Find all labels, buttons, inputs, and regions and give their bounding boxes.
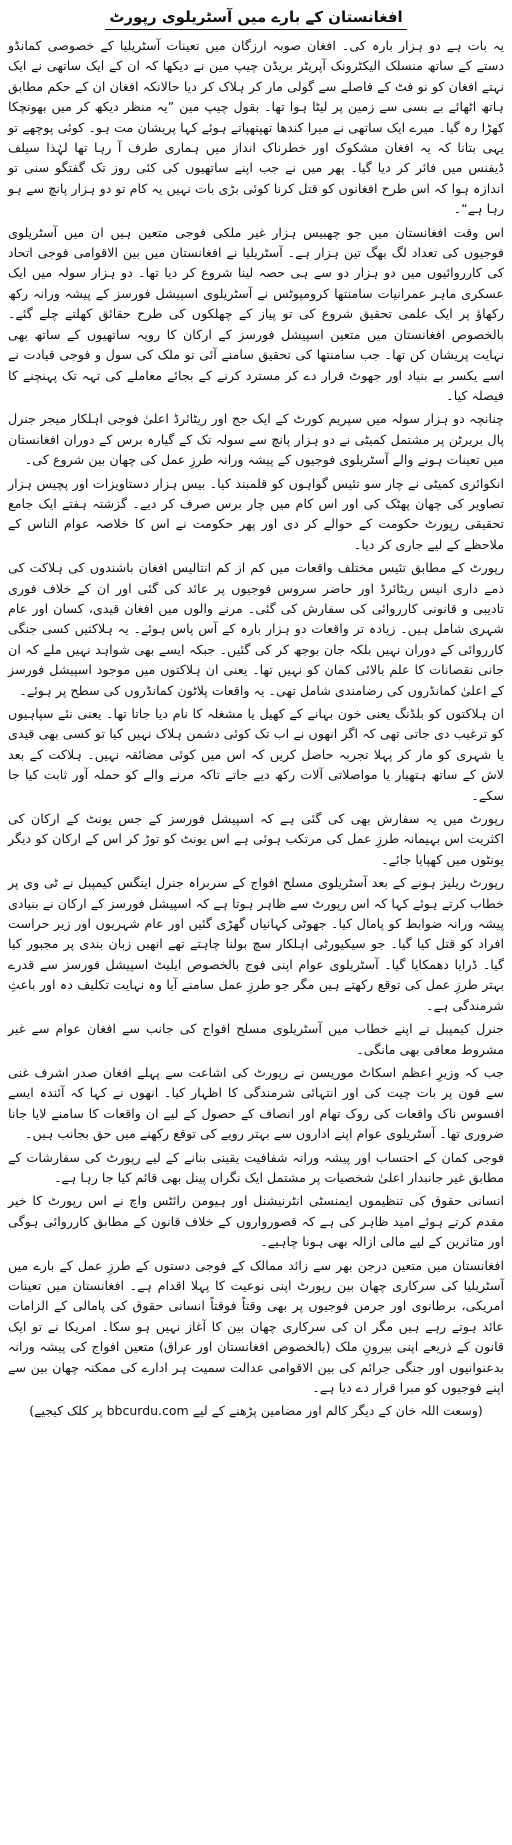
paragraph: انسانی حقوق کی تنظیموں ایمنسٹی انٹرنیشنل اور ہیومن رائٹس واچ نے اس رپورٹ کا خیر مقدم کرتے ہوئے امید ظاہر کی ہے کہ قصورواروں کے خلاف قانون کے مطابق کارروائی ہوگی اور متاثرین کے لیے مالی ازالہ بھی ہونا چاہیے۔ (8, 1193, 504, 1250)
footer-link[interactable]: bbcurdu.com (106, 1403, 189, 1419)
paragraph: فوجی کمان کے احتساب اور پیشہ ورانہ شفافیت یقینی بنانے کے لیے رپورٹ کی سفارشات کے مطابق غیر جانبدار اعلیٰ شخصیات پر مشتمل ایک نگراں پینل بھی قائم کیا جا رہا ہے۔ (8, 1149, 504, 1185)
paragraph: رپورٹ میں یہ سفارش بھی کی گئی ہے کہ اسپیشل فورسز کے جس یونٹ کے ارکان کی اکثریت اس بہیمانہ طرزِ عمل کی مرتکب ہوئی ہے اس یونٹ کو توڑ کر اس کے ارکان کو دیگر یونٹوں میں کھپایا جائے۔ (8, 811, 504, 867)
footer-suffix: پر کلک کیجیے) (29, 1403, 103, 1419)
paragraph: جب کہ وزیرِ اعظم اسکاٹ موریسن نے رپورٹ کی اشاعت سے پہلے افغان صدر اشرف غنی سے فون پر بات چیت کی اور انتہائی شرمندگی کا اظہار کیا۔ انھوں نے کہا کہ آئندہ ایسے افسوس ناک واقعات کی روک تھام اور انصاف کے حصول کے لیے ان واقعات کا سامنے لایا جانا ضروری تھا۔ آسٹریلوی عوام اپنے اداروں سے بہتر رویے کی توقع رکھنے میں حق بجانب ہیں۔ (8, 1064, 504, 1142)
title-wrap (8, 6, 504, 30)
article-title: افغانستان کے بارے میں آسٹریلوی رپورٹ (105, 6, 406, 30)
paragraph: انکوائری کمیٹی نے چار سو تئیس گواہوں کو قلمبند کیا۔ بیس ہزار دستاویزات اور پچیس ہزار تصاویر کی چھان پھٹک کی اور اس کام میں چار برس صرف کر دیے۔ گزشتہ ہفتے ایک جامع تحقیقی رپورٹ حکومت کے حوالے کر دی اور پھر حکومت نے اس کا خلاصہ عوام الناس کے ملاحظے کے لیے جاری کر دیا۔ (8, 475, 504, 552)
paragraph: ان ہلاکتوں کو بلڈنگ یعنی خون بہانے کے کھیل یا مشغلہ کا نام دیا جاتا تھا۔ یعنی نئے سپاہیوں کو ترغیب دی جاتی تھی کہ اگر انھوں نے اب تک کوئی دشمن ہلاک نہیں کیا تو کسی بھی قیدی یا شہری کو مار کر پہلا تجربہ حاصل کریں کہ اس میں کوئی مضائقہ نہیں۔ ہلاکت کے بعد لاش کے ساتھ ہتھیار یا مواصلاتی آلات رکھ دیے جاتے تاکہ مرنے والے کو حملہ آور ثابت کیا جا سکے۔ (8, 706, 504, 803)
paragraph: رپورٹ کے مطابق تئیس مختلف واقعات میں کم از کم انتالیس افغان باشندوں کی ہلاکت کی ذمے داری انیس ریٹائرڈ اور حاضر سروس فوجیوں پر عائد کی گئی اور ان کے خلاف فوری تادیبی و قانونی کارروائی کی سفارش کی گئی۔ مرنے والوں میں افغان قیدی، کسان اور عام شہری شامل ہیں۔ زیادہ تر واقعات دو ہزار بارہ کے آس پاس ہوئے۔ یہ ہلاکتیں کسی جنگی کارروائی کے دوران نہیں بلکہ جان بوجھ کر کی گئیں۔ جبکہ ایسے بھی شواہد نہیں ملے کہ ان جانی نقصانات کا علم بالائی کمان کو نہیں تھا۔ یعنی ان ہلاکتوں میں موجود اسپیشل فورسز کے اعلیٰ کمانڈروں کی رضامندی شامل تھی۔ یہ واقعات پلاٹون کمانڈروں کی سطح پر ہوئے۔ (8, 560, 504, 698)
paragraph: اس وقت افغانستان میں جو چھبیس ہزار غیر ملکی فوجی متعین ہیں ان میں آسٹریلوی فوجیوں کی تعداد لگ بھگ تین ہزار ہے۔ آسٹریلیا نے افغانستان میں بین الاقوامی فوجی اتحاد کی کارروائیوں میں دو ہزار دو سے ہی حصہ لینا شروع کر دیا تھا۔ دو ہزار سولہ میں ایک عسکری ماہر عمرانیات سامنتھا کرومپوٹس نے آسٹریلوی اسپیشل فورسز کے پیشہ ورانہ رکھ رکھاؤ پر ایک علمی تحقیق شروع کی تو پیاز کے چھلکوں کی طرح حقائق کھلتے چلے گئے۔ بالخصوص افغانستان میں متعین اسپیشل فورسز کے ارکان کا رویہ ساتھیوں کے ساتھ بھی نہایت پریشان کن تھا۔ جب سامنتھا کی تحقیق سامنے آئی تو ملک کی سول و فوجی قیادت نے اسے یکسر بے بنیاد اور جھوٹ قرار دے کر مسترد کرنے کے بجائے معاملے کی تہہ تک پہنچنے کا فیصلہ کیا۔ (8, 224, 504, 403)
author-footer (8, 1401, 504, 1421)
paragraph: جنرل کیمپبل نے اپنے خطاب میں آسٹریلوی مسلح افواج کی جانب سے افغان عوام سے غیر مشروط معافی بھی مانگی۔ (8, 1021, 504, 1057)
paragraph: چنانچہ دو ہزار سولہ میں سپریم کورٹ کے ایک جج اور ریٹائرڈ اعلیٰ فوجی اہلکار میجر جنرل پال بریرٹن پر مشتمل کمیٹی نے دو ہزار پانچ سے سولہ تک کے گیارہ برس کے دوران افغانستان میں تعینات ہونے والے آسٹریلوی فوجیوں کے پیشہ ورانہ طرزِ عمل کی چھان بین شروع کی۔ (8, 411, 504, 468)
paragraph: افغانستان میں متعین درجن بھر سے زائد ممالک کے فوجی دستوں کے طرزِ عمل کے بارے میں آسٹریلیا کی سرکاری چھان بین رپورٹ اپنی نوعیت کا پہلا اقدام ہے۔ افغانستان میں تعینات امریکی، برطانوی اور جرمن فوجیوں پر بھی وقتاً فوقتاً انسانی حقوق کی پامالی کے الزامات عائد ہوتے رہے ہیں مگر ان کی سرکاری چھان بین کا آغاز نہیں ہو سکا۔ امریکا نے تو ایک قانون کے ذریعے اپنی بیرونِ ملک (بالخصوص افغانستان اور عراق) متعین افواج کی پیشہ ورانہ بدعنوانیوں اور جنگی جرائم کی بین الاقوامی عدالت سمیت ہر ادارے کی ممکنہ چھان بین سے اپنے فوجیوں کو مبرا قرار دے دیا ہے۔ (8, 1257, 504, 1395)
paragraph: یہ بات ہے دو ہزار بارہ کی۔ افغان صوبہ ارزگان میں تعینات آسٹریلیا کے خصوصی کمانڈو دستے کے ساتھ منسلک الیکٹرونک آپریٹر بریڈن چیپ مین نے دیکھا کہ ان کے ایک ساتھی نے ایک نہتے افغان کو نو فٹ کے فاصلے سے گولی مار کر ہلاک کر دیا حالانکہ افغان ان کے حکم مطابق ہاتھ اٹھائے بے بسی سے زمین پر لیٹا ہوا تھا۔ بقول چیپ مین ”یہ منظر دیکھ کر میں بھونچکا کھڑا رہ گیا۔ میرے ایک ساتھی نے میرا کندھا تھپتھپاتے ہوئے کہا پریشان مت ہو۔ کوئی پوچھے تو یہی بتانا کہ یہ افغان مشکوک اور خطرناک انداز میں ہماری طرف آ رہا تھا لہٰذا سیلف ڈیفنس میں فائر کر دیا گیا۔ پھر میں نے جب اپنے ساتھیوں کی کئی روز تک گفتگو سنی تو اندازہ ہوا کہ اس طرح افغانوں کو قتل کرنا کوئی بڑی بات نہیں یہ کام تو دو ہزار پانچ سے ہو رہا ہے“۔ (8, 38, 504, 217)
article-body (8, 36, 504, 1398)
paragraph: رپورٹ ریلیز ہونے کے بعد آسٹریلوی مسلح افواج کے سربراہ جنرل اینگس کیمپبل نے ٹی وی پر خطاب کرتے ہوئے کہا کہ اس رپورٹ سے ظاہر ہوتا ہے کہ اسپیشل فورسز کے ارکان نے بنیادی پیشہ ورانہ ضوابط کو پامال کیا۔ جھوٹی کہانیاں گھڑی گئیں اور عام شہریوں اور زیر حراست افراد کو قتل کیا گیا۔ جو سیکیورٹی اہلکار سچ بولنا چاہتے تھے انھیں زبان بندی پر مجبور کیا گیا۔ ڈرایا دھمکایا گیا۔ آسٹریلوی عوام اپنی فوج بالخصوص ایلیٹ اسپیشل فورسز سے قدرے بہتر طرزِ عمل کی توقع رکھتے ہیں مگر جو طرزِ عمل سامنے آیا وہ نہایت تکلیف دہ اور باعثِ شرمندگی ہے۔ (8, 875, 504, 1013)
footer-prefix: (وسعت اللہ خان کے دیگر کالم اور مضامین پڑھنے کے لیے (192, 1403, 483, 1419)
